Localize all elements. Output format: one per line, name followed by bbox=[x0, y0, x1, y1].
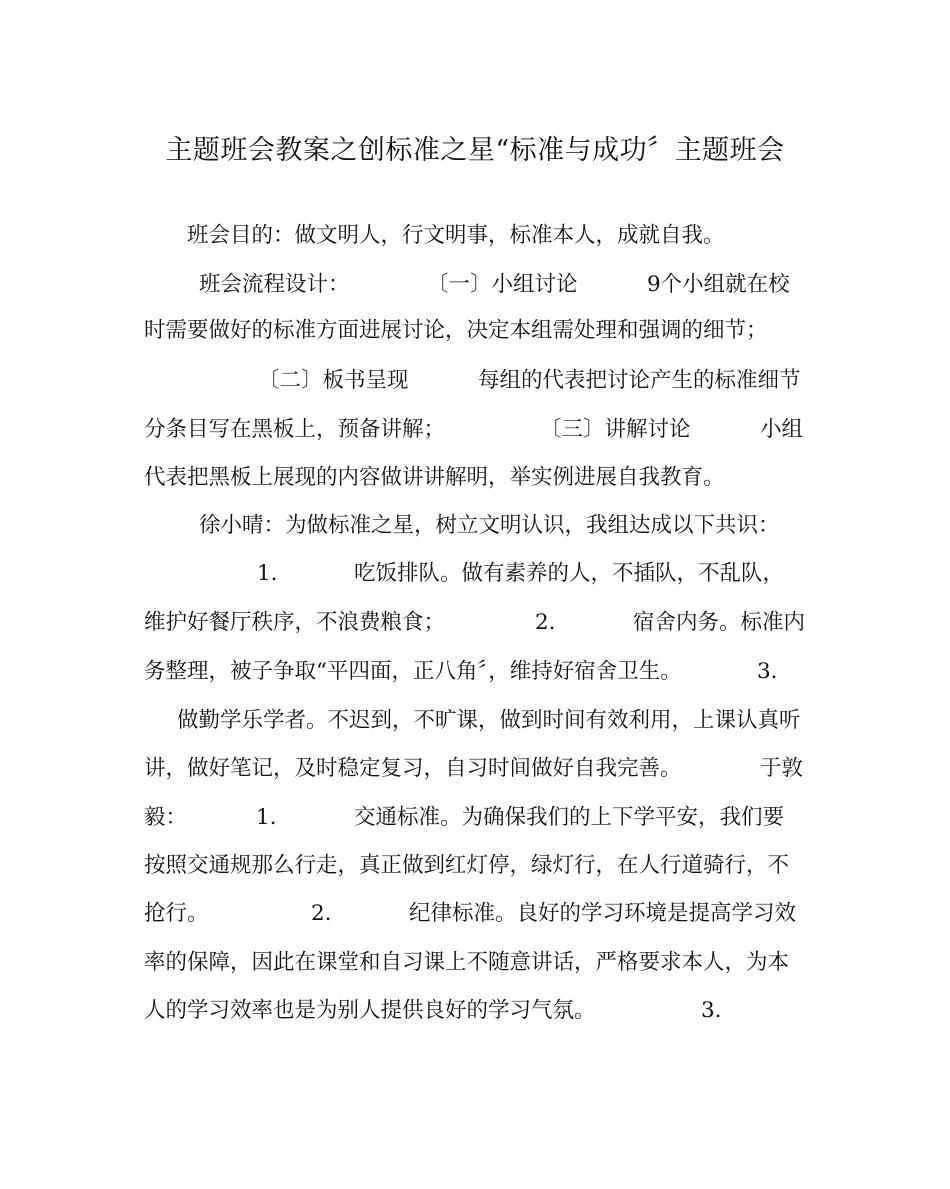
text-line bbox=[0, 600, 950, 646]
text-line bbox=[0, 698, 950, 744]
text-line bbox=[0, 503, 950, 549]
document-title: 主题班会教案之创标准之星“标准与成功〞主题班会 bbox=[165, 135, 785, 166]
text-segment: 做勤学乐学者。不迟到，不旷课，做到时间有效利用，上课认真听 bbox=[177, 708, 801, 733]
text-segment: 毅： bbox=[144, 805, 188, 830]
text-line bbox=[0, 795, 950, 841]
text-line bbox=[0, 649, 950, 695]
text-segment: 交通标准。为确保我们的上下学平安，我们要 bbox=[354, 805, 785, 830]
text-segment: 纪律标准。良好的学习环境是提高学习效 bbox=[409, 901, 797, 926]
text-line bbox=[0, 746, 950, 792]
text-segment: 时需要做好的标准方面进展讨论，决定本组需处理和强调的细节； bbox=[144, 318, 768, 343]
text-segment: 2. bbox=[311, 901, 332, 926]
text-segment: 讲，做好笔记，及时稳定复习，自习时间做好自我完善。 bbox=[144, 756, 682, 781]
text-line bbox=[0, 551, 950, 597]
text-segment: 1. bbox=[257, 561, 278, 586]
text-segment: 分条目写在黑板上，预备讲解； bbox=[144, 417, 446, 442]
text-segment: 〔三〕讲解讨论 bbox=[540, 417, 691, 442]
text-segment: 徐小晴：为做标准之星，树立文明认识，我组达成以下共识： bbox=[199, 513, 780, 538]
text-segment: 3. bbox=[757, 659, 778, 684]
text-segment: 人的学习效率也是为别人提供良好的学习气氛。 bbox=[144, 998, 596, 1023]
text-segment: 〔二〕板书呈现 bbox=[258, 368, 409, 393]
text-segment: 每组的代表把讨论产生的标准细节 bbox=[478, 368, 801, 393]
text-segment: 9个小组就在校 bbox=[647, 272, 790, 297]
text-segment: 吃饭排队。做有素养的人，不插队，不乱队， bbox=[354, 561, 785, 586]
text-segment: 小组 bbox=[760, 417, 804, 442]
text-line bbox=[0, 843, 950, 889]
text-line bbox=[0, 940, 950, 986]
text-line bbox=[0, 213, 950, 259]
text-segment: 班会流程设计： bbox=[199, 272, 350, 297]
text-segment: 〔一〕小组讨论 bbox=[427, 272, 578, 297]
text-line bbox=[0, 308, 950, 354]
text-segment: 于敦 bbox=[760, 756, 804, 781]
text-segment: 宿舍内务。标准内 bbox=[633, 610, 806, 635]
text-segment: 务整理，被子争取“平四面，正八角〞，维持好宿舍卫生。 bbox=[144, 659, 682, 684]
text-segment: 代表把黑板上展现的内容做讲讲解明，举实例进展自我教育。 bbox=[144, 465, 725, 490]
text-segment: 2. bbox=[535, 610, 556, 635]
text-segment: 班会目的：做文明人，行文明事，标准本人，成就自我。 bbox=[187, 223, 725, 248]
text-segment: 维护好餐厅秩序，不浪费粮食； bbox=[144, 610, 446, 635]
text-line bbox=[0, 358, 950, 404]
text-line bbox=[0, 988, 950, 1034]
text-line bbox=[0, 455, 950, 501]
text-line bbox=[0, 891, 950, 937]
text-line bbox=[0, 407, 950, 453]
text-segment: 抢行。 bbox=[144, 901, 209, 926]
text-segment: 率的保障，因此在课堂和自习课上不随意讲话，严格要求本人，为本 bbox=[144, 950, 790, 975]
text-segment: 按照交通规那么行走，真正做到红灯停，绿灯行，在人行道骑行，不 bbox=[144, 853, 790, 878]
text-segment: 1. bbox=[256, 805, 277, 830]
text-segment: 3. bbox=[701, 998, 722, 1023]
text-line bbox=[0, 262, 950, 308]
